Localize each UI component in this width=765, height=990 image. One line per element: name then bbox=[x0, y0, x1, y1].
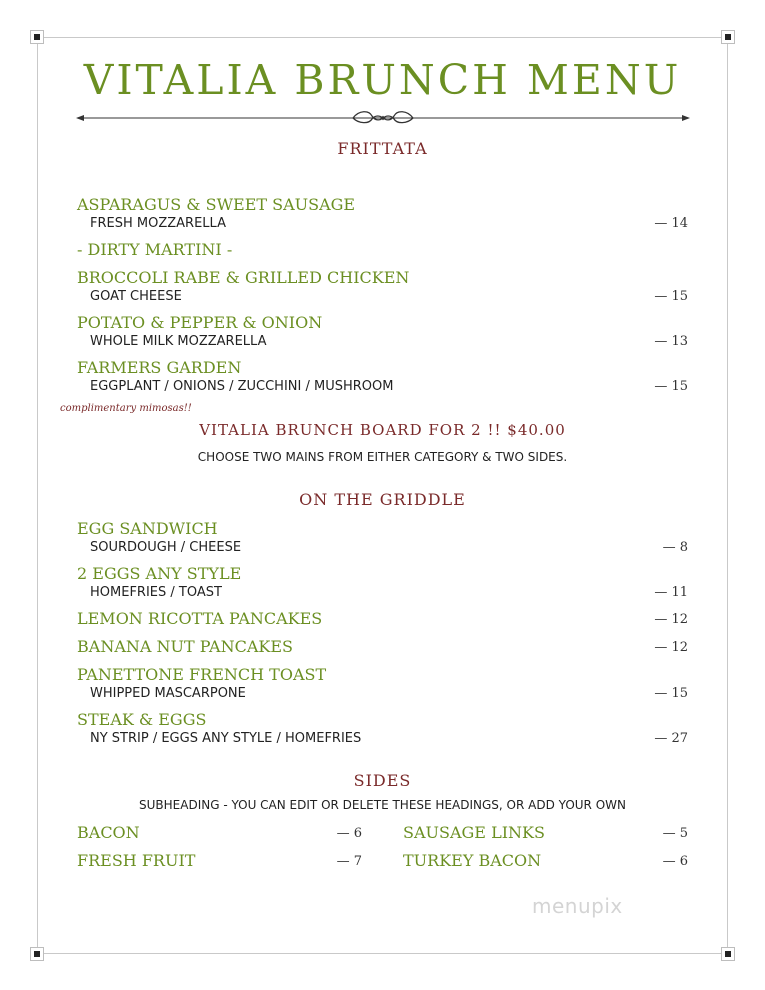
item-name: BANANA NUT PANCAKES bbox=[77, 637, 293, 656]
item-name: 2 EGGS ANY STYLE bbox=[77, 564, 242, 583]
section-heading-frittata: FRITTATA bbox=[337, 139, 428, 158]
item-price: — 15 bbox=[654, 686, 688, 701]
item-price: — 12 bbox=[654, 612, 688, 627]
side-name: TURKEY BACON bbox=[403, 851, 542, 870]
item-description: HOMEFRIES / TOAST bbox=[90, 585, 222, 600]
frame-bottom bbox=[37, 953, 728, 954]
item-name: ASPARAGUS & SWEET SAUSAGE bbox=[77, 195, 356, 214]
menu-title: VITALIA BRUNCH MENU bbox=[83, 56, 682, 104]
item-name: LEMON RICOTTA PANCAKES bbox=[77, 609, 323, 628]
side-price: — 6 bbox=[336, 826, 362, 841]
side-name: SAUSAGE LINKS bbox=[403, 823, 545, 842]
watermark-logo: menupix bbox=[532, 894, 623, 918]
brunch-board-offer: VITALIA BRUNCH BOARD FOR 2 !! $40.00 bbox=[199, 421, 566, 439]
corner-mark-tr bbox=[721, 30, 735, 44]
section-heading-sides: SIDES bbox=[353, 771, 412, 790]
frame-top bbox=[37, 37, 728, 38]
item-name: EGG SANDWICH bbox=[77, 519, 218, 538]
corner-mark-tl bbox=[30, 30, 44, 44]
side-price: — 5 bbox=[662, 826, 688, 841]
side-name: FRESH FRUIT bbox=[77, 851, 196, 870]
item-price: — 12 bbox=[654, 640, 688, 655]
side-price: — 7 bbox=[336, 854, 362, 869]
section-heading-griddle: ON THE GRIDDLE bbox=[299, 490, 466, 509]
brunch-board-description: CHOOSE TWO MAINS FROM EITHER CATEGORY & TWO SIDES. bbox=[197, 450, 568, 464]
item-name: POTATO & PEPPER & ONION bbox=[77, 313, 323, 332]
item-name: BROCCOLI RABE & GRILLED CHICKEN bbox=[77, 268, 410, 287]
item-description: FRESH MOZZARELLA bbox=[90, 216, 226, 231]
item-description: EGGPLANT / ONIONS / ZUCCHINI / MUSHROOM bbox=[90, 379, 394, 394]
item-name: FARMERS GARDEN bbox=[77, 358, 242, 377]
item-price: — 11 bbox=[654, 585, 688, 600]
corner-mark-bl bbox=[30, 947, 44, 961]
sides-subheading: SUBHEADING - YOU CAN EDIT OR DELETE THESE HEADINGS, OR ADD YOUR OWN bbox=[139, 798, 626, 812]
side-name: BACON bbox=[77, 823, 140, 842]
item-description: WHOLE MILK MOZZARELLA bbox=[90, 334, 267, 349]
item-name: - DIRTY MARTINI - bbox=[77, 240, 233, 259]
ornament-divider bbox=[76, 106, 690, 130]
item-price: — 15 bbox=[654, 379, 688, 394]
item-name: PANETTONE FRENCH TOAST bbox=[77, 665, 327, 684]
mimosa-note: complimentary mimosas!! bbox=[60, 403, 192, 414]
item-price: — 13 bbox=[654, 334, 688, 349]
item-name: STEAK & EGGS bbox=[77, 710, 207, 729]
item-price: — 8 bbox=[662, 540, 688, 555]
item-description: SOURDOUGH / CHEESE bbox=[90, 540, 242, 555]
item-description: GOAT CHEESE bbox=[90, 289, 182, 304]
item-price: — 15 bbox=[654, 289, 688, 304]
corner-mark-br bbox=[721, 947, 735, 961]
item-description: NY STRIP / EGGS ANY STYLE / HOMEFRIES bbox=[90, 731, 362, 746]
side-price: — 6 bbox=[662, 854, 688, 869]
item-description: WHIPPED MASCARPONE bbox=[90, 686, 246, 701]
item-price: — 14 bbox=[654, 216, 688, 231]
item-price: — 27 bbox=[654, 731, 688, 746]
